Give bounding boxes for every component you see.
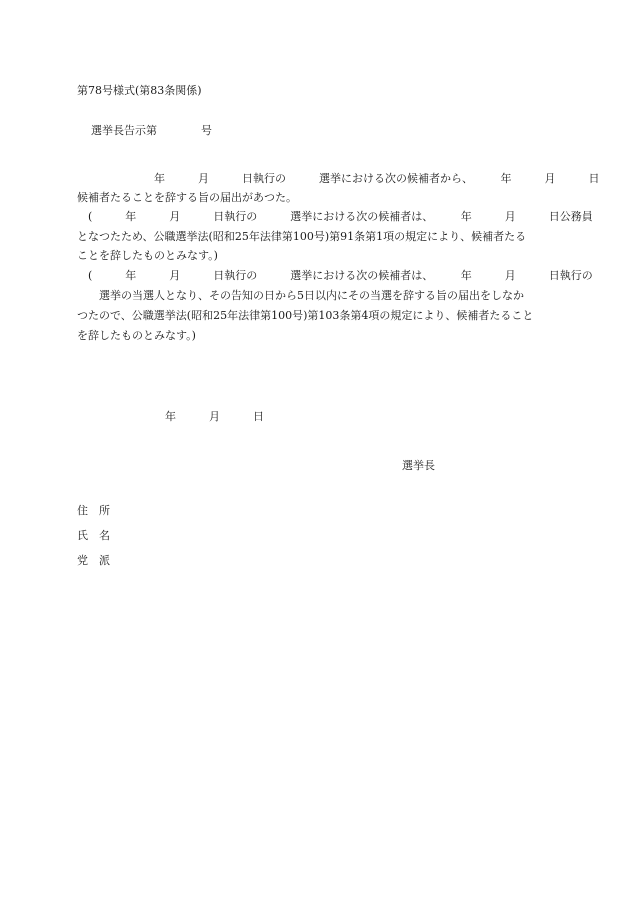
date-line: 年 月 日	[77, 410, 264, 423]
paragraph-2-line-3: ことを辞したものとみなす。)	[77, 249, 218, 262]
paragraph-3-line-4: を辞したものとみなす。)	[77, 329, 196, 342]
paragraph-1-line-1: 年 月 日執行の 選挙における次の候補者から、 年 月 日	[77, 172, 600, 185]
name-label: 氏 名	[77, 529, 110, 542]
paragraph-1-line-2: 候補者たることを辞する旨の届出があつた。	[77, 191, 297, 204]
paragraph-3-line-3: つたので、公職選挙法(昭和25年法律第100号)第103条第4項の規定により、候補者たること	[77, 309, 534, 322]
address-label: 住 所	[77, 504, 110, 517]
paragraph-2-line-1: ( 年 月 日執行の 選挙における次の候補者は、 年 月 日公務員	[77, 210, 593, 223]
paragraph-3-line-2: 選挙の当選人となり、その告知の日から5日以内にその当選を辞する旨の届出をしなか	[77, 289, 524, 302]
official-title: 選挙長	[402, 459, 435, 472]
notice-number: 選挙長告示第 号	[91, 124, 212, 137]
party-label: 党 派	[77, 554, 110, 567]
form-title: 第78号様式(第83条関係)	[77, 84, 202, 97]
paragraph-2-line-2: となつたため、公職選挙法(昭和25年法律第100号)第91条第1項の規定により、候補者たる	[77, 230, 527, 243]
paragraph-3-line-1: ( 年 月 日執行の 選挙における次の候補者は、 年 月 日執行の	[77, 269, 593, 282]
